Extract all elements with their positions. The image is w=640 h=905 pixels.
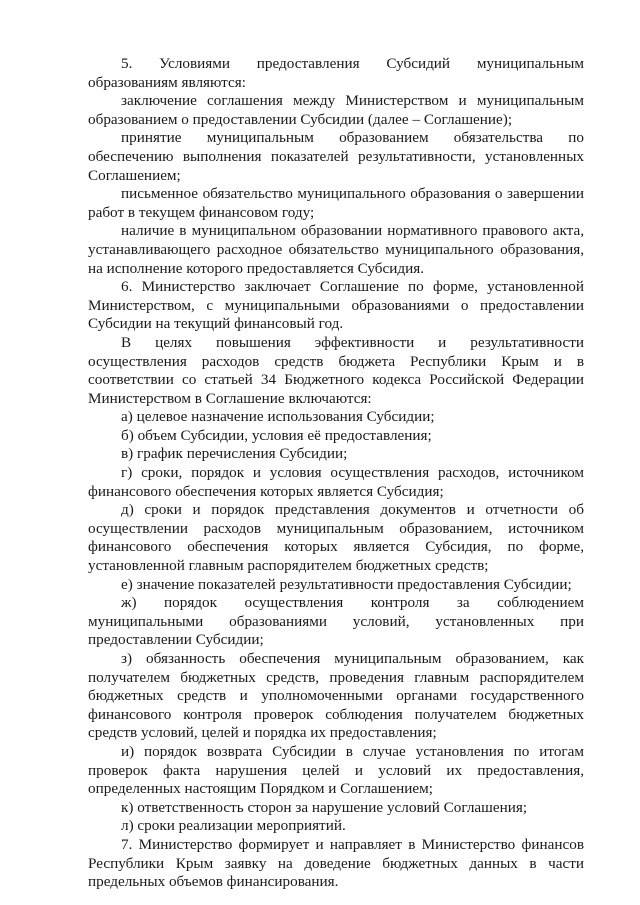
list-item-d: д) сроки и порядок представления документов и отчетности об осуществлении расходов муниципальным образованием, источником финансового обеспечения которых является Субсидия, по форме, установленной главным распорядителем бюджетных средств; bbox=[88, 501, 584, 575]
paragraph-6-agreement-form: 6. Министерство заключает Соглашение по форме, установленной Министерством, с муниципальными образованиями о предоставлении Субсидии на текущий финансовый год. bbox=[88, 278, 584, 333]
list-item-a: а) целевое назначение использования Субсидии; bbox=[121, 408, 435, 426]
condition-written-commitment: письменное обязательство муниципального образования о завершении работ в текущем финансовом году; bbox=[88, 185, 584, 221]
list-item-b: б) объем Субсидии, условия её предоставления; bbox=[121, 426, 432, 444]
list-item-g: г) сроки, порядок и условия осуществления расходов, источником финансового обеспечения которых является Субсидия; bbox=[88, 464, 584, 500]
condition-agreement: заключение соглашения между Министерством и муниципальным образованием о предоставлении Субсидии (далее – Соглашение); bbox=[88, 92, 584, 128]
agreement-intro: В целях повышения эффективности и результативности осуществления расходов средств бюджета Республики Крым и в соответствии со статьей 34 Бюджетного кодекса Российской Федерации Министерством в Соглашение включаются: bbox=[88, 333, 584, 407]
paragraph-5-conditions: 5. Условиями предоставления Субсидий муниципальным образованиям являются: bbox=[88, 55, 584, 91]
list-item-v: в) график перечисления Субсидии; bbox=[121, 445, 348, 463]
list-item-k: к) ответственность сторон за нарушение условий Соглашения; bbox=[121, 798, 528, 816]
condition-legal-act: наличие в муниципальном образовании нормативного правового акта, устанавливающего расходное обязательство муниципального образования, на исполнение которого предоставляется Субсидия. bbox=[88, 222, 584, 277]
list-item-z: з) обязанность обеспечения муниципальным образованием, как получателем бюджетных средств, проведения главным распорядителем бюджетных средств и уполномоченными органами государственного финансового контроля проверок соблюдения получателем бюджетных средств условий, целей и порядка их предоставления; bbox=[88, 650, 584, 742]
list-item-l: л) сроки реализации мероприятий. bbox=[121, 817, 346, 835]
list-item-zh: ж) порядок осуществления контроля за соблюдением муниципальными образованиями условий, установленных при предоставлении Субсидии; bbox=[88, 594, 584, 649]
list-item-e: е) значение показателей результативности предоставления Субсидии; bbox=[121, 575, 572, 593]
list-item-i: и) порядок возврата Субсидии в случае установления по итогам проверок факта нарушения целей и условий их предоставления, определенных настоящим Порядком и Соглашением; bbox=[88, 742, 584, 798]
condition-obligation: принятие муниципальным образованием обязательства по обеспечению выполнения показателей результативности, установленных Соглашением; bbox=[88, 129, 584, 184]
paragraph-7-budget-request: 7. Министерство формирует и направляет в Министерство финансов Республики Крым заявку на доведение бюджетных данных в части предельных объемов финансирования. bbox=[88, 835, 584, 891]
